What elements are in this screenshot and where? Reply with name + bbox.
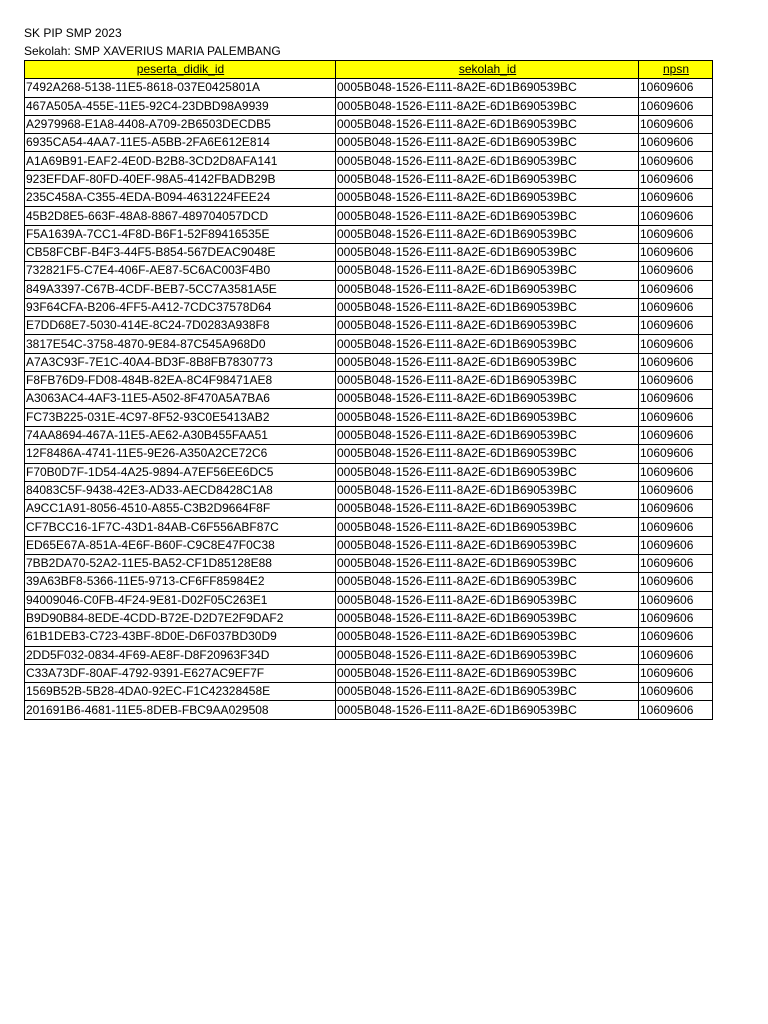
table-row [25,79,713,97]
npsn-cell: 10609606 [639,463,713,481]
npsn-cell: 10609606 [639,481,713,499]
table-header-row [25,61,713,79]
sekolah-id-cell: 0005B048-1526-E111-8A2E-6D1B690539BC [336,591,639,609]
table-row [25,134,713,152]
peserta-didik-id-cell: 61B1DEB3-C723-43BF-8D0E-D6F037BD30D9 [25,628,336,646]
sekolah-id-cell: 0005B048-1526-E111-8A2E-6D1B690539BC [336,536,639,554]
sekolah-id-cell: 0005B048-1526-E111-8A2E-6D1B690539BC [336,683,639,701]
sekolah-id-cell: 0005B048-1526-E111-8A2E-6D1B690539BC [336,134,639,152]
peserta-didik-id-cell: 849A3397-C67B-4CDF-BEB7-5CC7A3581A5E [25,280,336,298]
npsn-cell: 10609606 [639,298,713,316]
sekolah-id-cell: 0005B048-1526-E111-8A2E-6D1B690539BC [336,298,639,316]
table-row [25,628,713,646]
column-header-label: peserta_didik_id [136,62,225,77]
peserta-didik-id-cell: 12F8486A-4741-11E5-9E26-A350A2CE72C6 [25,445,336,463]
npsn-cell: 10609606 [639,207,713,225]
peserta-didik-id-cell: A9CC1A91-8056-4510-A855-C3B2D9664F8F [25,500,336,518]
peserta-didik-id-cell: FC73B225-031E-4C97-8F52-93C0E5413AB2 [25,408,336,426]
table-row [25,390,713,408]
peserta-didik-id-cell: 93F64CFA-B206-4FF5-A412-7CDC37578D64 [25,298,336,316]
npsn-cell: 10609606 [639,591,713,609]
npsn-cell: 10609606 [639,664,713,682]
column-header-npsn [639,61,713,79]
sekolah-id-cell: 0005B048-1526-E111-8A2E-6D1B690539BC [336,243,639,261]
npsn-cell: 10609606 [639,408,713,426]
table-row [25,170,713,188]
npsn-cell: 10609606 [639,683,713,701]
column-header-peserta-didik-id [25,61,336,79]
sekolah-id-cell: 0005B048-1526-E111-8A2E-6D1B690539BC [336,97,639,115]
npsn-cell: 10609606 [639,445,713,463]
npsn-cell: 10609606 [639,262,713,280]
table-row [25,701,713,719]
peserta-didik-id-cell: 3817E54C-3758-4870-9E84-87C545A968D0 [25,335,336,353]
peserta-didik-id-cell: F8FB76D9-FD08-484B-82EA-8C4F98471AE8 [25,372,336,390]
sekolah-id-cell: 0005B048-1526-E111-8A2E-6D1B690539BC [336,335,639,353]
sekolah-id-cell: 0005B048-1526-E111-8A2E-6D1B690539BC [336,152,639,170]
peserta-didik-id-cell: 467A505A-455E-11E5-92C4-23DBD98A9939 [25,97,336,115]
table-row [25,573,713,591]
peserta-didik-id-cell: 45B2D8E5-663F-48A8-8867-489704057DCD [25,207,336,225]
sekolah-id-cell: 0005B048-1526-E111-8A2E-6D1B690539BC [336,79,639,97]
table-row [25,463,713,481]
table-row [25,481,713,499]
sekolah-id-cell: 0005B048-1526-E111-8A2E-6D1B690539BC [336,628,639,646]
sekolah-id-cell: 0005B048-1526-E111-8A2E-6D1B690539BC [336,555,639,573]
peserta-didik-id-cell: B9D90B84-8EDE-4CDD-B72E-D2D7E2F9DAF2 [25,609,336,627]
table-row [25,189,713,207]
document-title: SK PIP SMP 2023 [24,26,122,40]
npsn-cell: 10609606 [639,170,713,188]
peserta-didik-id-cell: CF7BCC16-1F7C-43D1-84AB-C6F556ABF87C [25,518,336,536]
table-row [25,408,713,426]
peserta-didik-id-cell: A7A3C93F-7E1C-40A4-BD3F-8B8FB7830773 [25,353,336,371]
sekolah-id-cell: 0005B048-1526-E111-8A2E-6D1B690539BC [336,646,639,664]
column-header-label: npsn [662,62,690,77]
table-body [25,79,713,719]
sekolah-id-cell: 0005B048-1526-E111-8A2E-6D1B690539BC [336,280,639,298]
sekolah-id-cell: 0005B048-1526-E111-8A2E-6D1B690539BC [336,408,639,426]
sekolah-id-cell: 0005B048-1526-E111-8A2E-6D1B690539BC [336,664,639,682]
peserta-didik-id-cell: F70B0D7F-1D54-4A25-9894-A7EF56EE6DC5 [25,463,336,481]
sekolah-id-cell: 0005B048-1526-E111-8A2E-6D1B690539BC [336,390,639,408]
peserta-didik-id-cell: A1A69B91-EAF2-4E0D-B2B8-3CD2D8AFA141 [25,152,336,170]
npsn-cell: 10609606 [639,280,713,298]
npsn-cell: 10609606 [639,390,713,408]
sekolah-id-cell: 0005B048-1526-E111-8A2E-6D1B690539BC [336,701,639,719]
npsn-cell: 10609606 [639,134,713,152]
sekolah-id-cell: 0005B048-1526-E111-8A2E-6D1B690539BC [336,115,639,133]
table-row [25,298,713,316]
peserta-didik-id-cell: 6935CA54-4AA7-11E5-A5BB-2FA6E612E814 [25,134,336,152]
npsn-cell: 10609606 [639,500,713,518]
peserta-didik-id-cell: 235C458A-C355-4EDA-B094-4631224FEE24 [25,189,336,207]
table-row [25,115,713,133]
peserta-didik-id-cell: 732821F5-C7E4-406F-AE87-5C6AC003F4B0 [25,262,336,280]
table-row [25,243,713,261]
peserta-didik-id-cell: 1569B52B-5B28-4DA0-92EC-F1C42328458E [25,683,336,701]
sekolah-id-cell: 0005B048-1526-E111-8A2E-6D1B690539BC [336,372,639,390]
npsn-cell: 10609606 [639,536,713,554]
npsn-cell: 10609606 [639,189,713,207]
npsn-cell: 10609606 [639,628,713,646]
peserta-didik-id-cell: 74AA8694-467A-11E5-AE62-A30B455FAA51 [25,426,336,444]
npsn-cell: 10609606 [639,79,713,97]
table-row [25,445,713,463]
peserta-didik-id-cell: F5A1639A-7CC1-4F8D-B6F1-52F89416535E [25,225,336,243]
npsn-cell: 10609606 [639,426,713,444]
npsn-cell: 10609606 [639,317,713,335]
npsn-cell: 10609606 [639,243,713,261]
npsn-cell: 10609606 [639,555,713,573]
table-row [25,664,713,682]
npsn-cell: 10609606 [639,225,713,243]
table-row [25,500,713,518]
table-row [25,536,713,554]
sekolah-id-cell: 0005B048-1526-E111-8A2E-6D1B690539BC [336,426,639,444]
sekolah-id-cell: 0005B048-1526-E111-8A2E-6D1B690539BC [336,353,639,371]
students-table [24,60,713,720]
npsn-cell: 10609606 [639,518,713,536]
table-row [25,152,713,170]
sekolah-id-cell: 0005B048-1526-E111-8A2E-6D1B690539BC [336,518,639,536]
npsn-cell: 10609606 [639,97,713,115]
peserta-didik-id-cell: ED65E67A-851A-4E6F-B60F-C9C8E47F0C38 [25,536,336,554]
table-row [25,262,713,280]
peserta-didik-id-cell: 7492A268-5138-11E5-8618-037E0425801A [25,79,336,97]
npsn-cell: 10609606 [639,152,713,170]
peserta-didik-id-cell: 84083C5F-9438-42E3-AD33-AECD8428C1A8 [25,481,336,499]
table-row [25,335,713,353]
npsn-cell: 10609606 [639,115,713,133]
sekolah-id-cell: 0005B048-1526-E111-8A2E-6D1B690539BC [336,481,639,499]
peserta-didik-id-cell: CB58FCBF-B4F3-44F5-B854-567DEAC9048E [25,243,336,261]
npsn-cell: 10609606 [639,701,713,719]
table-row [25,555,713,573]
peserta-didik-id-cell: 2DD5F032-0834-4F69-AE8F-D8F20963F34D [25,646,336,664]
table-row [25,426,713,444]
peserta-didik-id-cell: C33A73DF-80AF-4792-9391-E627AC9EF7F [25,664,336,682]
npsn-cell: 10609606 [639,646,713,664]
sekolah-id-cell: 0005B048-1526-E111-8A2E-6D1B690539BC [336,317,639,335]
table-row [25,372,713,390]
sekolah-id-cell: 0005B048-1526-E111-8A2E-6D1B690539BC [336,189,639,207]
npsn-cell: 10609606 [639,609,713,627]
sekolah-id-cell: 0005B048-1526-E111-8A2E-6D1B690539BC [336,170,639,188]
column-header-label: sekolah_id [458,62,517,77]
table-row [25,591,713,609]
peserta-didik-id-cell: A2979968-E1A8-4408-A709-2B6503DECDB5 [25,115,336,133]
peserta-didik-id-cell: 7BB2DA70-52A2-11E5-BA52-CF1D85128E88 [25,555,336,573]
peserta-didik-id-cell: 201691B6-4681-11E5-8DEB-FBC9AA029508 [25,701,336,719]
table-row [25,518,713,536]
peserta-didik-id-cell: 39A63BF8-5366-11E5-9713-CF6FF85984E2 [25,573,336,591]
table-row [25,97,713,115]
document [24,24,713,720]
npsn-cell: 10609606 [639,573,713,591]
npsn-cell: 10609606 [639,372,713,390]
sekolah-id-cell: 0005B048-1526-E111-8A2E-6D1B690539BC [336,463,639,481]
sekolah-id-cell: 0005B048-1526-E111-8A2E-6D1B690539BC [336,225,639,243]
npsn-cell: 10609606 [639,335,713,353]
peserta-didik-id-cell: E7DD68E7-5030-414E-8C24-7D0283A938F8 [25,317,336,335]
sekolah-id-cell: 0005B048-1526-E111-8A2E-6D1B690539BC [336,500,639,518]
peserta-didik-id-cell: 923EFDAF-80FD-40EF-98A5-4142FBADB29B [25,170,336,188]
peserta-didik-id-cell: 94009046-C0FB-4F24-9E81-D02F05C263E1 [25,591,336,609]
table-row [25,207,713,225]
school-line: Sekolah: SMP XAVERIUS MARIA PALEMBANG [24,44,281,58]
sekolah-id-cell: 0005B048-1526-E111-8A2E-6D1B690539BC [336,207,639,225]
sekolah-id-cell: 0005B048-1526-E111-8A2E-6D1B690539BC [336,573,639,591]
npsn-cell: 10609606 [639,353,713,371]
sekolah-id-cell: 0005B048-1526-E111-8A2E-6D1B690539BC [336,609,639,627]
sekolah-id-cell: 0005B048-1526-E111-8A2E-6D1B690539BC [336,262,639,280]
table-row [25,317,713,335]
column-header-sekolah-id [336,61,639,79]
table-row [25,646,713,664]
table-row [25,683,713,701]
table-row [25,225,713,243]
table-row [25,609,713,627]
table-row [25,353,713,371]
sekolah-id-cell: 0005B048-1526-E111-8A2E-6D1B690539BC [336,445,639,463]
peserta-didik-id-cell: A3063AC4-4AF3-11E5-A502-8F470A5A7BA6 [25,390,336,408]
table-row [25,280,713,298]
